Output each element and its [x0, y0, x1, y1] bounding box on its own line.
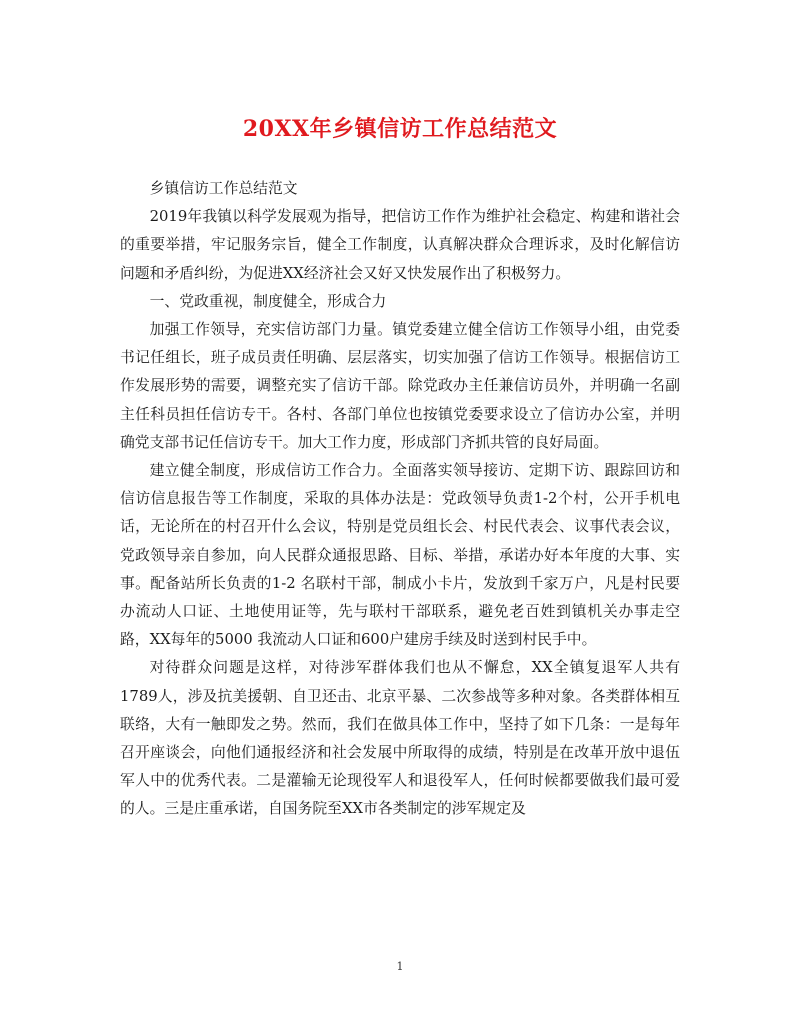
paragraph-intro: 2019年我镇以科学发展观为指导，把信访工作作为维护社会稳定、构建和谐社会的重要举措，牢记服务宗旨，健全工作制度，认真解决群众合理诉求，及时化解信访问题和矛盾纠纷，为促进XX经济社会又好又快发展作出了积极努力。 — [120, 208, 680, 282]
paragraph-leadership: 加强工作领导，充实信访部门力量。镇党委建立健全信访工作领导小组，由党委书记任组长，班子成员责任明确、层层落实，切实加强了信访工作领导。根据信访工作发展形势的需要，调整充实了信访干部。除党政办主任兼信访员外，并明确一名副主任科员担任信访专干。各村、各部门单位也按镇党委要求设立了信访办公室，并明确党支部书记任信访专干。加大工作力度，形成部门齐抓共管的良好局面。 — [120, 321, 680, 451]
section-heading-1: 一、党政重视，制度健全，形成合力 — [149, 292, 387, 310]
page-number: 1 — [396, 960, 404, 973]
paragraph-subtitle: 乡镇信访工作总结范文 — [149, 180, 298, 197]
document-title: 20XX年乡镇信访工作总结范文 — [242, 116, 558, 142]
paragraph-veterans: 对待群众问题是这样，对待涉军群体我们也从不懈怠，XX全镇复退军人共有1789人，涉及抗美援朝、自卫还击、北京平暴、二次参战等多种对象。各类群体相互联络，大有一触即发之势。然而，我们在做具体工作中，坚持了如下几条：一是每年召开座谈会，向他们通报经济和社会发展中所取得的成绩，特别是在改革开放中退伍军人中的优秀代表。二是灌输无论现役军人和退役军人，任何时候都要做我们最可爱的人。三是庄重承诺，自国务院至XX市各类制定的涉军规定及 — [120, 659, 680, 818]
paragraph-system: 建立健全制度，形成信访工作合力。全面落实领导接访、定期下访、跟踪回访和信访信息报告等工作制度，采取的具体办法是：党政领导负责1-2个村，公开手机电话，无论所在的村召开什么会议，特别是党员组长会、村民代表会、议事代表会议，党政领导亲自参加，向人民群众通报思路、目标、举措，承诺办好本年度的大事、实事。配备站所长负责的1-2 名联村干部，制成小卡片，发放到千家万户，凡是村民要办流动人口证、土地使用证等，先与联村干部联系，避免老百姓到镇机关办事走空路，XX每年的5000 我流动人口证和600户建房手续及时送到村民手中。 — [120, 462, 680, 649]
document-body — [120, 175, 680, 824]
